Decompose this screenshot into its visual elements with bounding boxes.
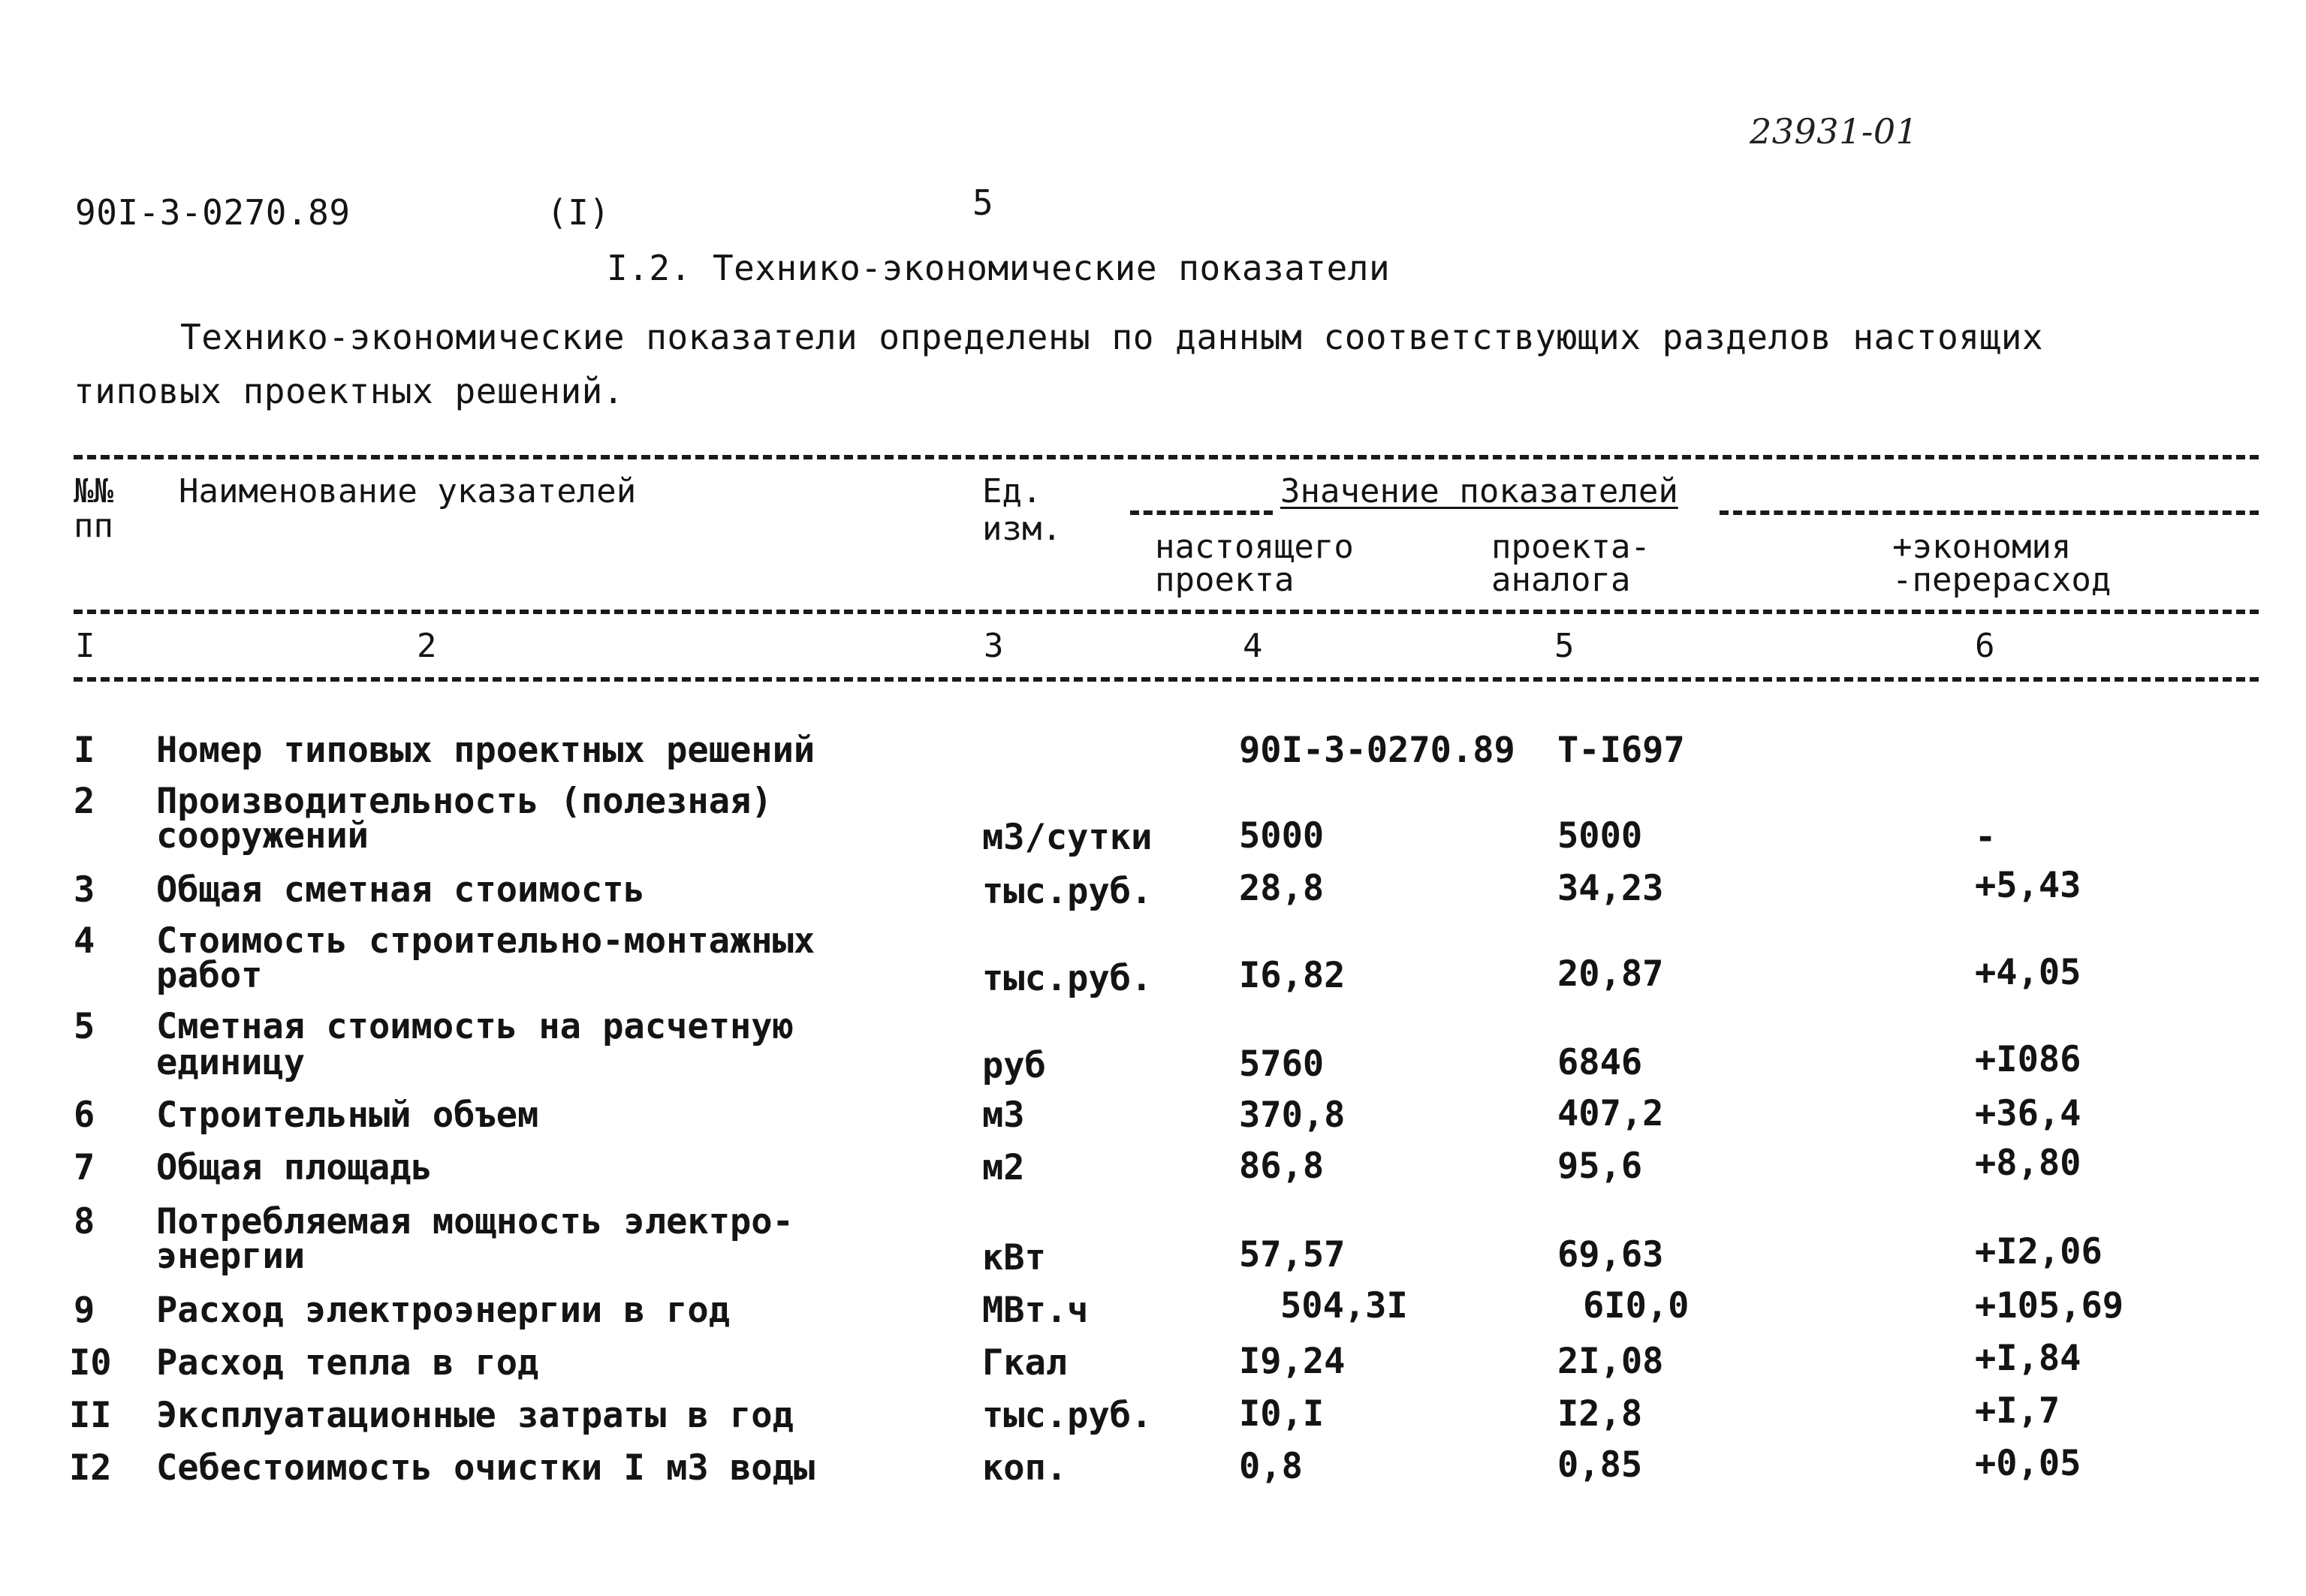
header-top-rule [74,455,2259,459]
header-econ-line-1: +экономия [1892,528,2072,566]
row-name-continued: работ [156,955,263,996]
header-num-line-1: №№ [74,472,113,510]
row-current-value: 28,8 [1239,868,1325,909]
row-number: 6 [74,1095,95,1136]
header-num-line-2: пп [74,507,113,545]
row-analog-value: 95,6 [1557,1146,1643,1187]
row-name: Себестоимость очистки I м3 воды [156,1447,815,1489]
row-name-continued: сооружений [156,815,369,857]
row-economy-value: +5,43 [1975,865,2081,906]
archive-mark: 23931-01 [1750,111,1919,152]
row-number: 7 [74,1147,95,1188]
document-part: (I) [547,192,610,233]
row-current-value: 86,8 [1239,1146,1325,1187]
column-number-5: 5 [1554,627,1575,665]
row-analog-value: 69,63 [1557,1234,1664,1275]
row-name: Потребляемая мощность электро- [156,1201,794,1242]
row-economy-value: +I086 [1975,1039,2081,1080]
row-economy-value: +36,4 [1975,1093,2081,1134]
row-unit: МВт.ч [982,1290,1089,1331]
header-middle-rule [74,610,2259,614]
header-econ-line-2: -перерасход [1892,561,2112,599]
row-unit: руб [982,1045,1046,1086]
row-number: 2 [74,781,95,822]
row-number: 4 [74,920,95,962]
row-number: 8 [74,1201,95,1242]
row-current-value: I6,82 [1239,955,1346,996]
row-name: Эксплуатационные затраты в год [156,1395,794,1436]
row-number: II [69,1395,112,1436]
row-economy-value: +I,7 [1975,1390,2060,1432]
document-code: 90I-3-0270.89 [75,192,351,233]
row-name: Производительность (полезная) [156,781,773,822]
row-analog-value: 5000 [1557,815,1643,857]
header-bottom-rule [74,677,2259,682]
row-unit: м3/сутки [982,817,1153,858]
values-group-rule-right [1720,510,2259,515]
row-current-value: 0,8 [1239,1446,1303,1487]
row-current-value: 5760 [1239,1043,1325,1085]
header-values-group: Значение показателей [1280,472,1678,510]
header-current-line-2: проекта [1155,561,1295,599]
row-unit: тыс.руб. [982,958,1153,999]
row-number: 3 [74,869,95,911]
intro-paragraph-line-2: типовых проектных решений. [74,371,625,411]
column-number-1: I [75,627,95,665]
row-analog-value: 34,23 [1557,868,1664,909]
row-economy-value: +8,80 [1975,1143,2081,1184]
row-name: Расход электроэнергии в год [156,1290,731,1331]
row-analog-value: 6846 [1557,1042,1643,1083]
row-analog-value: 407,2 [1557,1093,1664,1134]
column-number-4: 4 [1243,627,1263,665]
row-economy-value: +105,69 [1975,1285,2124,1326]
row-number: I0 [69,1342,112,1384]
header-analog-line-2: аналога [1491,561,1631,599]
row-number: 5 [74,1006,95,1047]
row-current-value: 90I-3-0270.89 [1239,730,1515,771]
header-analog-line-1: проекта- [1491,528,1650,566]
row-name: Сметная стоимость на расчетную [156,1006,794,1047]
row-number: I [74,730,95,771]
row-current-value: I0,I [1239,1393,1325,1435]
row-analog-value: 20,87 [1557,953,1664,995]
row-unit: м2 [982,1147,1025,1188]
row-economy-value: +I2,06 [1975,1231,2103,1272]
header-unit-line-2: изм. [982,510,1062,548]
row-unit: коп. [982,1447,1068,1489]
column-number-6: 6 [1975,627,1995,665]
header-name: Наименование указателей [179,472,637,510]
row-unit: тыс.руб. [982,1395,1153,1436]
row-economy-value: +I,84 [1975,1338,2081,1379]
row-current-value: 57,57 [1239,1234,1346,1275]
row-name: Общая сметная стоимость [156,869,645,911]
row-analog-value: 6I0,0 [1583,1285,1690,1326]
row-name: Расход тепла в год [156,1342,539,1384]
row-name-continued: единицу [156,1042,306,1083]
row-current-value: 5000 [1239,815,1325,857]
row-unit: м3 [982,1095,1025,1136]
row-economy-value: - [1975,817,1997,858]
row-name: Общая площадь [156,1147,433,1188]
row-unit: Гкал [982,1342,1068,1384]
row-name: Номер типовых проектных решений [156,730,815,771]
column-number-3: 3 [984,627,1004,665]
row-economy-value: +0,05 [1975,1443,2081,1484]
page-number: 5 [972,182,994,223]
row-number: I2 [69,1447,112,1489]
header-current-line-1: настоящего [1155,528,1354,566]
row-unit: кВт [982,1237,1046,1278]
row-analog-value: Т-I697 [1557,730,1685,771]
row-name: Строительный объем [156,1095,539,1136]
row-current-value: 370,8 [1239,1095,1346,1136]
row-name: Стоимость строительно-монтажных [156,920,815,962]
header-unit-line-1: Ед. [982,472,1042,510]
row-analog-value: I2,8 [1557,1393,1643,1435]
intro-paragraph-line-1: Технико-экономические показатели определены по данным соответствующих разделов настоящих [180,317,2044,357]
row-economy-value: +4,05 [1975,952,2081,993]
row-analog-value: 2I,08 [1557,1341,1664,1382]
column-number-2: 2 [417,627,437,665]
row-unit: тыс.руб. [982,871,1153,912]
values-group-rule-left [1130,510,1273,515]
row-current-value: 504,3I [1280,1285,1408,1326]
row-analog-value: 0,85 [1557,1444,1643,1486]
row-name-continued: энергии [156,1236,306,1277]
section-title: I.2. Технико-экономические показатели [607,248,1391,288]
row-current-value: I9,24 [1239,1341,1346,1382]
row-number: 9 [74,1290,95,1331]
